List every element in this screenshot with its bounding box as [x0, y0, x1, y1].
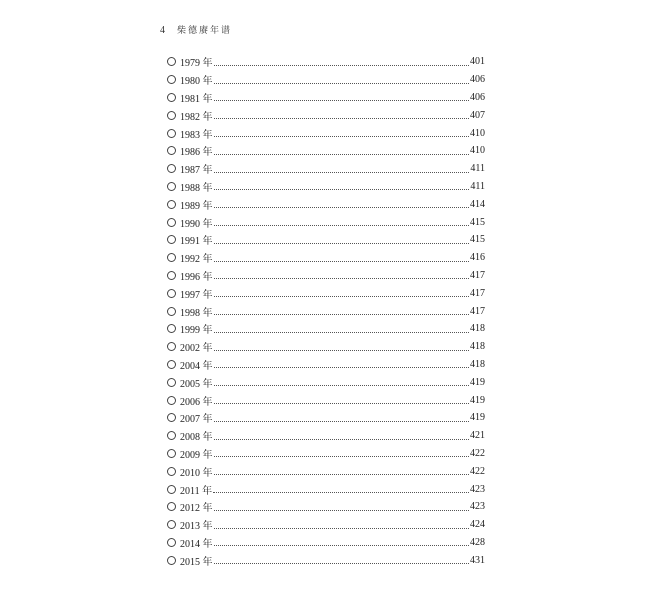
toc-entry-label: 2002 年: [180, 343, 213, 355]
circle-bullet-icon: [167, 378, 176, 387]
dot-leader: [214, 396, 470, 404]
circle-bullet-icon: [167, 449, 176, 458]
toc-entry: [167, 516, 485, 534]
circle-bullet-icon: [167, 271, 176, 280]
toc-entry: [167, 551, 485, 569]
circle-bullet-icon: [167, 75, 176, 84]
circle-bullet-icon: [167, 200, 176, 209]
dot-leader: [214, 503, 470, 511]
circle-bullet-icon: [167, 218, 176, 227]
running-header: [160, 23, 232, 36]
toc-entry-label: 1989 年: [180, 200, 213, 212]
toc-page-number: 423: [470, 501, 485, 513]
toc-entry-label: 1986 年: [180, 147, 213, 159]
toc-page-number: 415: [470, 216, 485, 228]
circle-bullet-icon: [167, 467, 176, 476]
dot-leader: [214, 449, 470, 457]
dot-leader: [214, 165, 470, 173]
toc-page-number: 410: [470, 127, 485, 139]
toc-entry-label: 1999 年: [180, 325, 213, 337]
dot-leader: [214, 307, 470, 315]
dot-leader: [214, 343, 470, 351]
toc-page-number: 431: [470, 554, 485, 566]
toc-page-number: 418: [470, 341, 485, 353]
circle-bullet-icon: [167, 164, 176, 173]
toc-entry-label: 1987 年: [180, 165, 213, 177]
dot-leader: [214, 129, 470, 137]
toc-entry-label: 2005 年: [180, 378, 213, 390]
toc-entry-label: 1997 年: [180, 289, 213, 301]
circle-bullet-icon: [167, 360, 176, 369]
toc-page-number: 411: [470, 163, 485, 175]
toc-entry-label: 1990 年: [180, 218, 213, 230]
toc-page-number: 424: [470, 519, 485, 531]
toc-entry: [167, 391, 485, 409]
toc-entry: [167, 480, 485, 498]
toc-page-number: 414: [470, 198, 485, 210]
toc-entry-label: 1981 年: [180, 93, 213, 105]
circle-bullet-icon: [167, 307, 176, 316]
toc-entry: [167, 195, 485, 213]
dot-leader: [214, 325, 470, 333]
toc-entry-label: 1983 年: [180, 129, 213, 141]
circle-bullet-icon: [167, 235, 176, 244]
dot-leader: [214, 271, 470, 279]
toc-page-number: 418: [470, 323, 485, 335]
toc-page-number: 423: [470, 483, 485, 495]
dot-leader: [214, 111, 470, 119]
dot-leader: [214, 58, 470, 66]
toc-entry: [167, 178, 485, 196]
toc-page-number: 410: [470, 145, 485, 157]
toc-entry: [167, 284, 485, 302]
dot-leader: [214, 147, 470, 155]
toc-page-number: 417: [470, 269, 485, 281]
toc-entry-label: 2008 年: [180, 432, 213, 444]
toc-entry-label: 2006 年: [180, 396, 213, 408]
circle-bullet-icon: [167, 413, 176, 422]
dot-leader: [214, 76, 470, 84]
toc-page-number: 421: [470, 430, 485, 442]
circle-bullet-icon: [167, 556, 176, 565]
dot-leader: [214, 289, 470, 297]
header-page-number: 4: [160, 25, 165, 36]
toc-entry: [167, 534, 485, 552]
dot-leader: [214, 556, 470, 564]
circle-bullet-icon: [167, 129, 176, 138]
toc-entry: [167, 160, 485, 178]
toc-page-number: 417: [470, 287, 485, 299]
dot-leader: [214, 254, 470, 262]
toc-entry-label: 1982 年: [180, 111, 213, 123]
toc-entry-label: 2015 年: [180, 556, 213, 568]
circle-bullet-icon: [167, 182, 176, 191]
table-of-contents: [167, 53, 485, 569]
toc-entry: [167, 427, 485, 445]
toc-page-number: 411: [470, 180, 485, 192]
toc-entry-label: 2004 年: [180, 360, 213, 372]
dot-leader: [214, 236, 470, 244]
circle-bullet-icon: [167, 253, 176, 262]
toc-entry-label: 2009 年: [180, 449, 213, 461]
toc-entry: [167, 320, 485, 338]
toc-entry: [167, 89, 485, 107]
toc-page-number: 419: [470, 412, 485, 424]
toc-page-number: 401: [470, 56, 485, 68]
toc-entry: [167, 445, 485, 463]
toc-entry-label: 1980 年: [180, 76, 213, 88]
circle-bullet-icon: [167, 146, 176, 155]
toc-entry: [167, 213, 485, 231]
toc-entry: [167, 71, 485, 89]
dot-leader: [214, 360, 470, 368]
circle-bullet-icon: [167, 431, 176, 440]
dot-leader: [214, 182, 470, 190]
toc-page-number: 416: [470, 252, 485, 264]
circle-bullet-icon: [167, 485, 176, 494]
dot-leader: [214, 521, 470, 529]
circle-bullet-icon: [167, 111, 176, 120]
circle-bullet-icon: [167, 324, 176, 333]
toc-entry-label: 2013 年: [180, 521, 213, 533]
toc-entry-label: 2007 年: [180, 414, 213, 426]
toc-entry: [167, 106, 485, 124]
toc-entry-label: 1992 年: [180, 254, 213, 266]
circle-bullet-icon: [167, 538, 176, 547]
toc-page-number: 422: [470, 447, 485, 459]
circle-bullet-icon: [167, 520, 176, 529]
toc-entry: [167, 53, 485, 71]
toc-entry: [167, 409, 485, 427]
toc-entry-label: 2010 年: [180, 467, 213, 479]
toc-page-number: 407: [470, 109, 485, 121]
toc-entry: [167, 267, 485, 285]
toc-entry: [167, 142, 485, 160]
toc-page-number: 406: [470, 91, 485, 103]
dot-leader: [214, 218, 470, 226]
toc-entry: [167, 373, 485, 391]
toc-entry: [167, 498, 485, 516]
toc-page-number: 428: [470, 536, 485, 548]
circle-bullet-icon: [167, 93, 176, 102]
toc-entry: [167, 231, 485, 249]
toc-page-number: 417: [470, 305, 485, 317]
circle-bullet-icon: [167, 289, 176, 298]
toc-page-number: 418: [470, 358, 485, 370]
circle-bullet-icon: [167, 396, 176, 405]
dot-leader: [214, 467, 470, 475]
dot-leader: [214, 378, 470, 386]
toc-entry-label: 1998 年: [180, 307, 213, 319]
toc-page-number: 415: [470, 234, 485, 246]
toc-page-number: 419: [470, 394, 485, 406]
toc-entry: [167, 124, 485, 142]
toc-entry-label: 2014 年: [180, 538, 213, 550]
toc-entry: [167, 249, 485, 267]
toc-entry: [167, 462, 485, 480]
toc-entry-label: 1988 年: [180, 182, 213, 194]
dot-leader: [214, 200, 470, 208]
toc-page-number: 422: [470, 465, 485, 477]
toc-entry-label: 2012 年: [180, 503, 213, 515]
dot-leader: [213, 485, 469, 493]
toc-page-number: 406: [470, 74, 485, 86]
circle-bullet-icon: [167, 57, 176, 66]
circle-bullet-icon: [167, 502, 176, 511]
toc-entry: [167, 338, 485, 356]
toc-entry-label: 2011 年: [180, 485, 213, 497]
toc-page-number: 419: [470, 376, 485, 388]
toc-entry-label: 1996 年: [180, 271, 213, 283]
toc-entry: [167, 356, 485, 374]
dot-leader: [214, 432, 470, 440]
circle-bullet-icon: [167, 342, 176, 351]
dot-leader: [214, 414, 470, 422]
header-book-title: 柴德赓年谱: [177, 26, 233, 36]
toc-entry-label: 1991 年: [180, 236, 213, 248]
toc-entry-label: 1979 年: [180, 58, 213, 70]
dot-leader: [214, 93, 470, 101]
toc-entry: [167, 302, 485, 320]
dot-leader: [214, 538, 470, 546]
